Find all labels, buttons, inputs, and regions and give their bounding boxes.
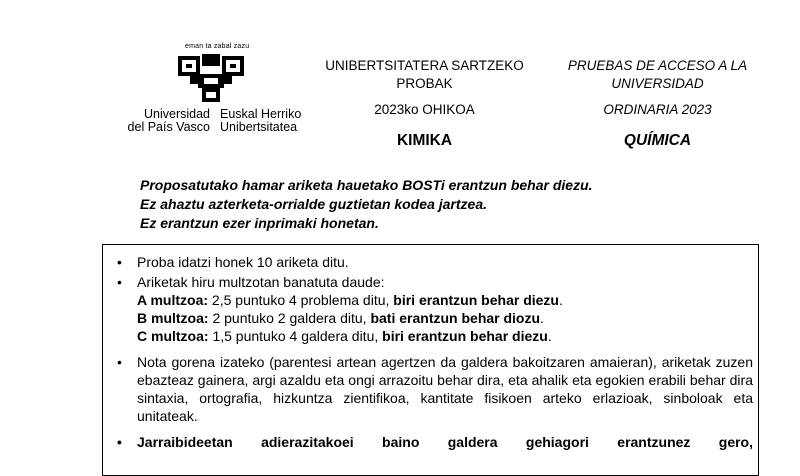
- upv-ehu-emblem-icon: [176, 52, 246, 104]
- rules-box: [102, 244, 759, 476]
- instruction-line: Ez erantzun ezer inprimaki honetan.: [140, 215, 379, 231]
- rule-item: • Proba idatzi honek 10 ariketa ditu.: [117, 254, 349, 270]
- rule-item: • Ariketak hiru multzotan banatuta daude: A multzoa: 2,5 puntuko 4 problema ditu, biri erantzun behar diezu. B multzoa: 2 puntuko 2 galdera ditu, bati erantzun behar diozu. C multzoa: 1,5 puntuko 4 galdera ditu, biri erantzun behar diezu.: [109, 273, 753, 345]
- group-c-line: C multzoa: 1,5 puntuko 4 galdera ditu, biri erantzun behar diezu.: [137, 328, 552, 344]
- general-instructions: [140, 176, 760, 233]
- rule-item: • Jarraibideetan adierazitakoei baino galdera gehiagori erantzunez gero,: [117, 434, 753, 450]
- group-a-line: A multzoa: 2,5 puntuko 4 problema ditu, biri erantzun behar diezu.: [137, 292, 563, 308]
- exam-title-es-line1: PRUEBAS DE ACCESO A LA: [567, 58, 748, 73]
- bullet-icon: •: [117, 434, 122, 450]
- bullet-icon: •: [117, 274, 122, 290]
- header-basque: [312, 57, 537, 150]
- university-name-eu: Euskal Herriko Unibertsitatea: [220, 107, 302, 134]
- rules-list: [109, 253, 753, 453]
- exam-session-eu: 2023ko OHIKOA: [374, 102, 475, 117]
- logo-motto: eman ta zabal zazu: [185, 43, 250, 50]
- instruction-line: Proposatutako hamar ariketa hauetako BOSTi erantzun behar diezu.: [140, 177, 593, 193]
- subject-eu: KIMIKA: [396, 132, 453, 149]
- university-name-es: Universidad del País Vasco: [127, 107, 210, 134]
- instruction-line: Ez ahaztu azterketa-orrialde guztietan kodea jartzea.: [140, 196, 487, 212]
- group-b-line: B multzoa: 2 puntuko 2 galdera ditu, bati erantzun behar diozu.: [137, 310, 544, 326]
- exam-session-es: ORDINARIA 2023: [603, 102, 712, 117]
- exam-title-eu-line2: PROBAK: [396, 76, 453, 91]
- bullet-icon: •: [117, 354, 122, 370]
- university-logo: [110, 40, 320, 135]
- exam-title-eu-line1: UNIBERTSITATERA SARTZEKO: [325, 58, 524, 73]
- bullet-icon: •: [117, 254, 122, 270]
- subject-es: QUÍMICA: [623, 132, 692, 149]
- header-spanish: [540, 57, 775, 150]
- exam-title-es-line2: UNIVERSIDAD: [611, 76, 704, 91]
- rule-item: • Nota gorena izateko (parentesi artean agertzen da galdera bakoitzaren amaieran), ariketak zuzen ebazteaz gainera, argi azaldu eta ongi arrazoitu behar dira, eta ahalik eta egokien erabili behar dira sintaxia, ortografia, hizkuntza zientifikoa, kantitate fisikoen arteko erlazioak, sinboloak eta unitateak.: [117, 354, 753, 424]
